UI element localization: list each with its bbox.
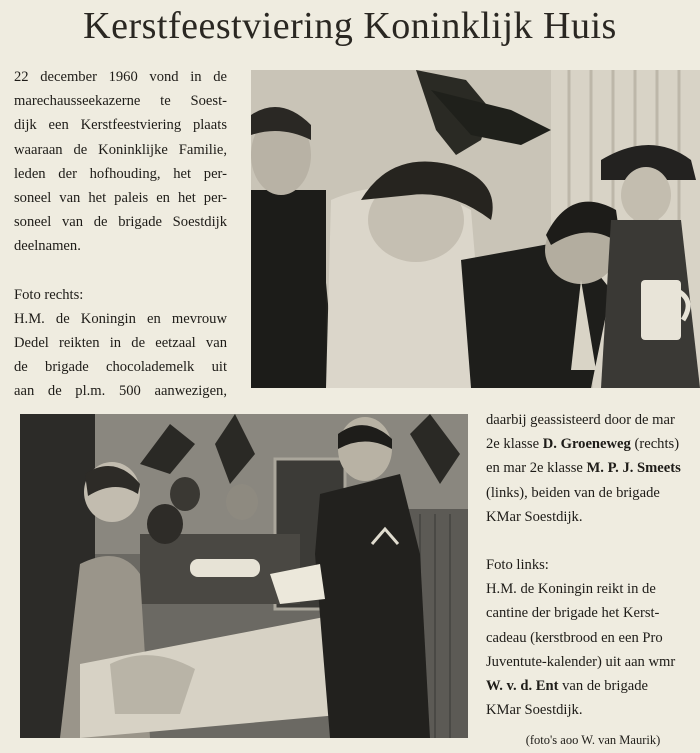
photo-left-line: KMar Soestdijk. (486, 702, 583, 719)
intro-line: dijk een Kerstfeestviering plaats (14, 117, 227, 134)
intro-line: soneel van het paleis en het per- (14, 190, 227, 207)
intro-line: soneel van de brigade Soestdijk (14, 214, 227, 231)
continuation-column (486, 408, 700, 753)
photo-left-line: Juventute-kalender) uit aan wmr (486, 653, 676, 670)
continuation-line: KMar Soestdijk. (486, 508, 583, 525)
intro-line: 22 december 1960 vond in de (14, 69, 227, 85)
name-groeneweg: D. Groeneweg (542, 436, 631, 453)
photo-canteen (20, 414, 468, 738)
photo-credit: (foto's aoo W. van Maurik) (525, 733, 661, 748)
photo-left-heading: Foto links: (486, 557, 549, 574)
intro-line: marechausseekazerne te Soest- (14, 93, 227, 110)
photo-right-line: H.M. de Koningin en mevrouw (14, 310, 227, 327)
intro-line: leden der hofhouding, het per- (14, 165, 227, 182)
photo-left-line: W. v. d. Ent van de brigade (486, 678, 649, 695)
photo-dining-hall (251, 70, 700, 388)
continuation-line: 2e klasse D. Groeneweg (rechts) (486, 436, 680, 453)
intro-line: waaraan de Koninklijke Familie, (14, 141, 227, 158)
intro-line: deelnamen. (14, 238, 81, 255)
photo-left-line: H.M. de Koningin reikt in de (486, 581, 656, 598)
continuation-line: daarbij geassisteerd door de mar (486, 412, 675, 428)
photo-right-line: Dedel reikten in de eetzaal van (14, 335, 227, 352)
intro-column (14, 65, 227, 404)
name-smeets: M. P. J. Smeets (586, 460, 681, 477)
page-title: Kerstfeestviering Koninklijk Huis (83, 5, 617, 47)
photo-left-line: cantine der brigade het Kerst- (486, 605, 660, 622)
name-ent: W. v. d. Ent (486, 678, 559, 695)
photo-right-heading: Foto rechts: (14, 286, 84, 303)
photo-right-line: de brigade chocolademelk uit (14, 359, 227, 376)
continuation-line: (links), beiden van de brigade (486, 484, 660, 501)
photo-left-line: cadeau (kerstbrood en een Pro (486, 629, 663, 646)
continuation-line: en mar 2e klasse M. P. J. Smeets (486, 460, 681, 477)
photo-right-line: aan de pl.m. 500 aanwezigen, (14, 383, 227, 400)
